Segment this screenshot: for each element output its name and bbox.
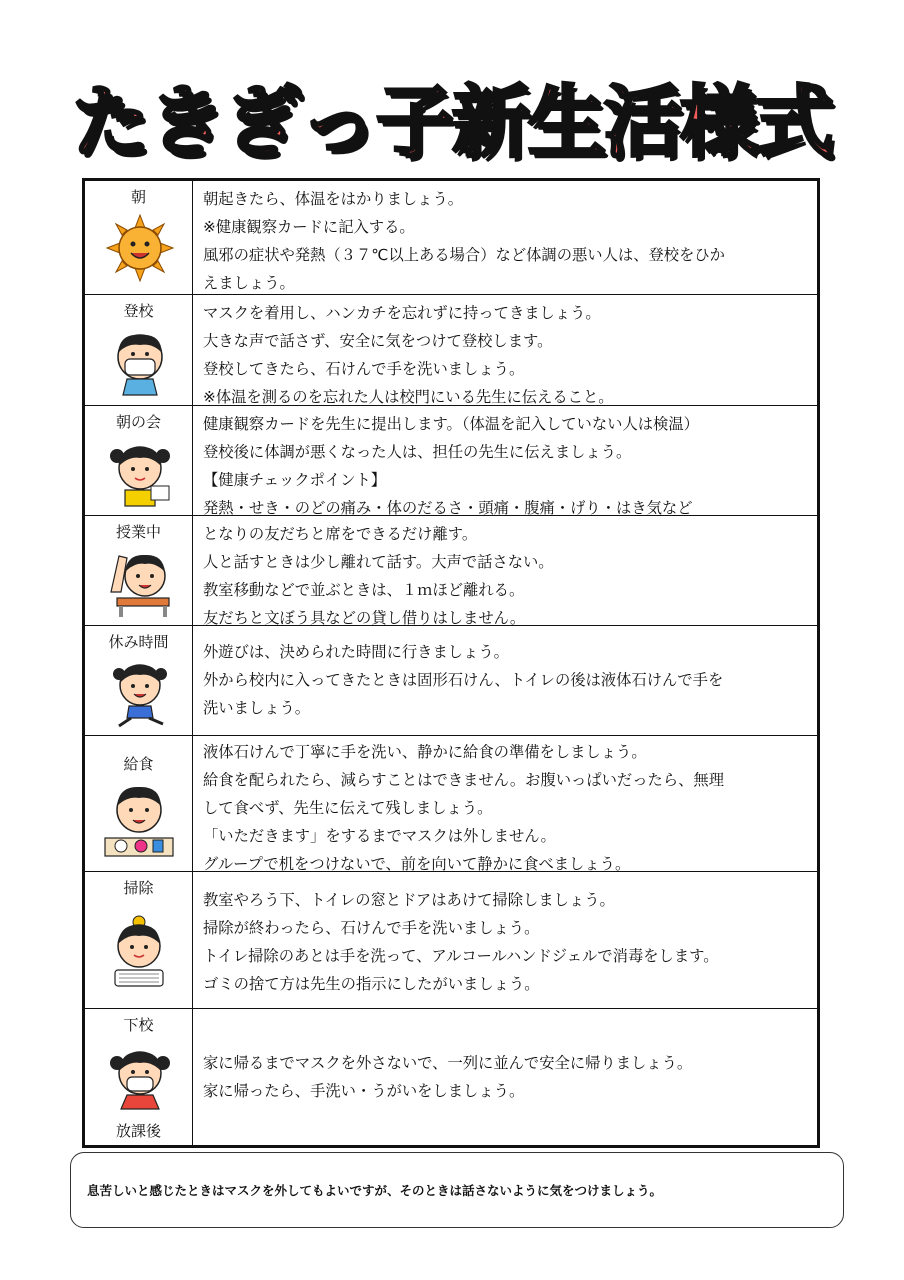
row-label-secondary: 放課後 (115, 1122, 161, 1140)
row-line: トイレ掃除のあとは手を洗って、アルコールハンドジェルで消毒をします。 (203, 947, 719, 965)
boy-raising-hand-icon (105, 548, 175, 618)
row-label: 掃除 (123, 879, 154, 897)
row-line: 健康観察カードを先生に提出します。（体温を記入していない人は検温） (203, 415, 699, 433)
row-line: 朝起きたら、体温をはかりましょう。 (203, 190, 464, 208)
row-line: 家に帰ったら、手洗い・うがいをしましょう。 (203, 1082, 525, 1100)
row-line: 教室移動などで並ぶときは、１ｍほど離れる。 (203, 581, 525, 599)
row-line: 掃除が終わったら、石けんで手を洗いましょう。 (203, 919, 540, 937)
row-line: マスクを着用し、ハンカチを忘れずに持ってきましょう。 (203, 304, 601, 322)
table-row (85, 295, 817, 406)
row-line: 「いただきます」をするまでマスクは外しません。 (203, 827, 556, 845)
row-line: 【健康チェックポイント】 (203, 471, 387, 489)
row-line: 給食を配られたら、減らすことはできません。お腹いっぱいだったら、無理 (203, 771, 725, 789)
row-line: ゴミの捨て方は先生の指示にしたがいましょう。 (203, 975, 540, 993)
row-label: 授業中 (115, 523, 161, 541)
row-line: 風邪の症状や発熱（３７℃以上ある場合）など体調の悪い人は、登校をひか (203, 246, 725, 264)
row-line: ※健康観察カードに記入する。 (203, 218, 415, 236)
mask-note-box (70, 1152, 844, 1228)
row-line: 友だちと文ぼう具などの貸し借りはしません。 (203, 609, 526, 627)
row-line: 大きな声で話さず、安全に気をつけて登校します。 (203, 332, 553, 350)
row-line: 外から校内に入ってきたときは固形石けん、トイレの後は液体石けんで手を (203, 671, 724, 689)
row-label: 朝 (130, 188, 146, 206)
row-line: えましょう。 (203, 274, 295, 292)
table-row (85, 516, 817, 626)
girl-writing-icon (105, 438, 175, 508)
row-line: 発熱・せき・のどの痛み・体のだるさ・頭痛・腹痛・げり・はき気など (203, 499, 693, 517)
table-row (85, 626, 817, 736)
masked-girl-icon (105, 1043, 175, 1113)
row-line: となりの友だちと席をできるだけ離す。 (203, 525, 478, 543)
row-line: 外遊びは、決められた時間に行きましょう。 (203, 643, 509, 661)
row-line: 教室やろう下、トイレの窓とドアはあけて掃除しましょう。 (203, 891, 615, 909)
row-line: 液体石けんで丁寧に手を洗い、静かに給食の準備をしましょう。 (203, 743, 647, 761)
girl-running-icon (105, 658, 175, 728)
row-label: 登校 (123, 302, 154, 320)
row-label: 朝の会 (115, 413, 161, 431)
row-line: 家に帰るまでマスクを外さないで、一列に並んで安全に帰りましょう。 (203, 1054, 693, 1072)
schedule-table (82, 178, 820, 1148)
row-label: 下校 (123, 1016, 154, 1034)
row-label: 休み時間 (108, 633, 169, 651)
row-line: 洗いましょう。 (203, 699, 311, 717)
row-line: 登校後に体調が悪くなった人は、担任の先生に伝えましょう。 (203, 443, 632, 461)
mask-note: 息苦しいと感じたときはマスクを外してもよいですが、そのときは話さないように気をつけましょう。 (87, 1183, 663, 1198)
masked-child-icon (105, 327, 175, 397)
table-row (85, 736, 817, 872)
row-label: 給食 (123, 755, 154, 773)
page-title: たきぎっ子新生活様式 (71, 78, 832, 168)
table-row (85, 406, 817, 516)
boy-eating-icon (101, 780, 177, 860)
row-line: 登校してきたら、石けんで手を洗いましょう。 (203, 360, 525, 378)
row-line: 人と話すときは少し離れて話す。大声で話さない。 (203, 553, 554, 571)
girl-cleaning-icon (101, 912, 177, 992)
row-line: グループで机をつけないで、前を向いて静かに食べましょう。 (203, 855, 631, 873)
row-line: して食べず、先生に伝えて残しましょう。 (203, 799, 493, 817)
sun-icon (105, 213, 175, 283)
table-row (85, 181, 817, 295)
row-line: ※体温を測るのを忘れた人は校門にいる先生に伝えること。 (203, 388, 614, 406)
table-row (85, 872, 817, 1009)
table-row (85, 1009, 817, 1145)
